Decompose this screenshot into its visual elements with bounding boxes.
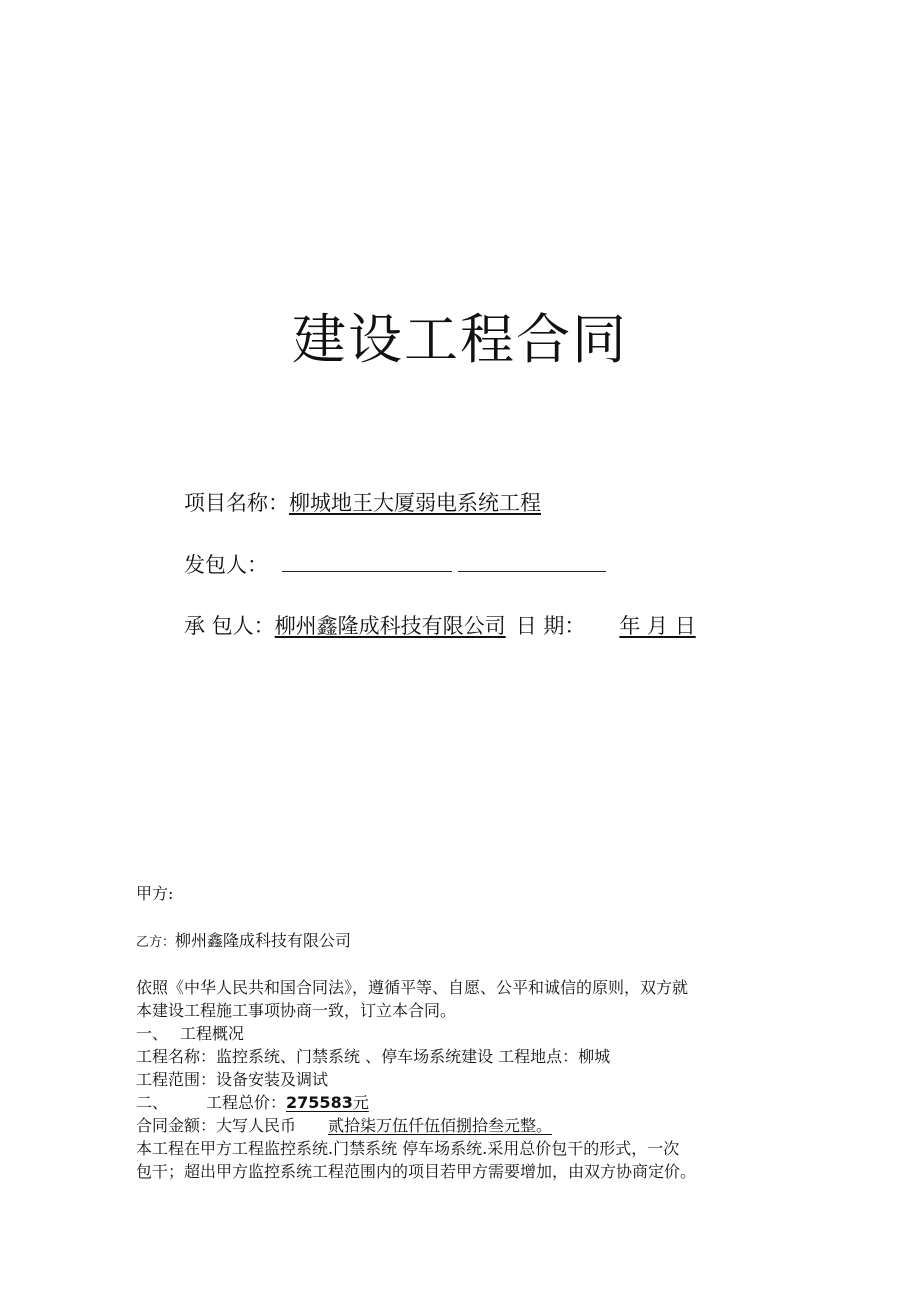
total-unit: 元 xyxy=(352,1093,369,1112)
total-amount: 275583 xyxy=(286,1093,353,1112)
intro-line-1: 依照《中华人民共和国合同法》，遵循平等、自愿、公平和诚信的原则，双方就 xyxy=(136,978,689,997)
contractor-label: 承 包人： xyxy=(184,614,275,638)
date-label: 日 期： xyxy=(515,614,586,638)
section-2-heading xyxy=(136,1091,756,1114)
party-b xyxy=(136,930,351,954)
section-1-title: 工程概况 xyxy=(180,1024,245,1043)
description-line-1: 本工程在甲方工程监控系统.门禁系统 停车场系统.采用总价包干的形式，一次 xyxy=(136,1139,680,1158)
project-name-value: 柳城地王大厦弱电系统工程 xyxy=(289,491,541,515)
section-1-number: 一、 xyxy=(136,1024,169,1043)
project-name-line xyxy=(184,488,541,518)
section-1-heading xyxy=(136,1022,756,1045)
scope-line: 工程范围：设备安装及调试 xyxy=(136,1070,329,1089)
employer-blank xyxy=(282,563,452,572)
contract-body xyxy=(136,976,756,1183)
page-title: 建设工程合同 xyxy=(292,308,628,371)
amount-label: 合同金额：大写人民币 xyxy=(136,1116,297,1135)
section-2-number: 二、 xyxy=(136,1093,169,1112)
amount-in-words: 贰拾柒万伍仟伍佰捌拾叁元整。 xyxy=(328,1116,553,1135)
party-b-label: 乙方： xyxy=(136,935,176,950)
amount-line xyxy=(136,1114,756,1137)
employer-line xyxy=(184,550,606,580)
contractor-value: 柳州鑫隆成科技有限公司 xyxy=(274,614,506,638)
project-name-label: 项目名称： xyxy=(184,491,289,515)
employer-label: 发包人： xyxy=(184,553,268,577)
project-name-detail: 工程名称：监控系统、门禁系统 、停车场系统建设 工程地点：柳城 xyxy=(136,1047,611,1066)
party-b-value: 柳州鑫隆成科技有限公司 xyxy=(175,931,352,950)
employer-blank-2 xyxy=(458,563,606,572)
total-price-label: 工程总价： xyxy=(206,1093,287,1112)
date-value: 年 月 日 xyxy=(619,614,696,638)
intro-line-2: 本建设工程施工事项协商一致，订立本合同。 xyxy=(136,1001,457,1020)
total-price-value xyxy=(286,1093,369,1112)
party-a: 甲方: xyxy=(136,884,174,903)
description-line-2: 包干；超出甲方监控系统工程范围内的项目若甲方需要增加，由双方协商定价。 xyxy=(136,1162,697,1181)
contractor-line xyxy=(184,611,696,641)
